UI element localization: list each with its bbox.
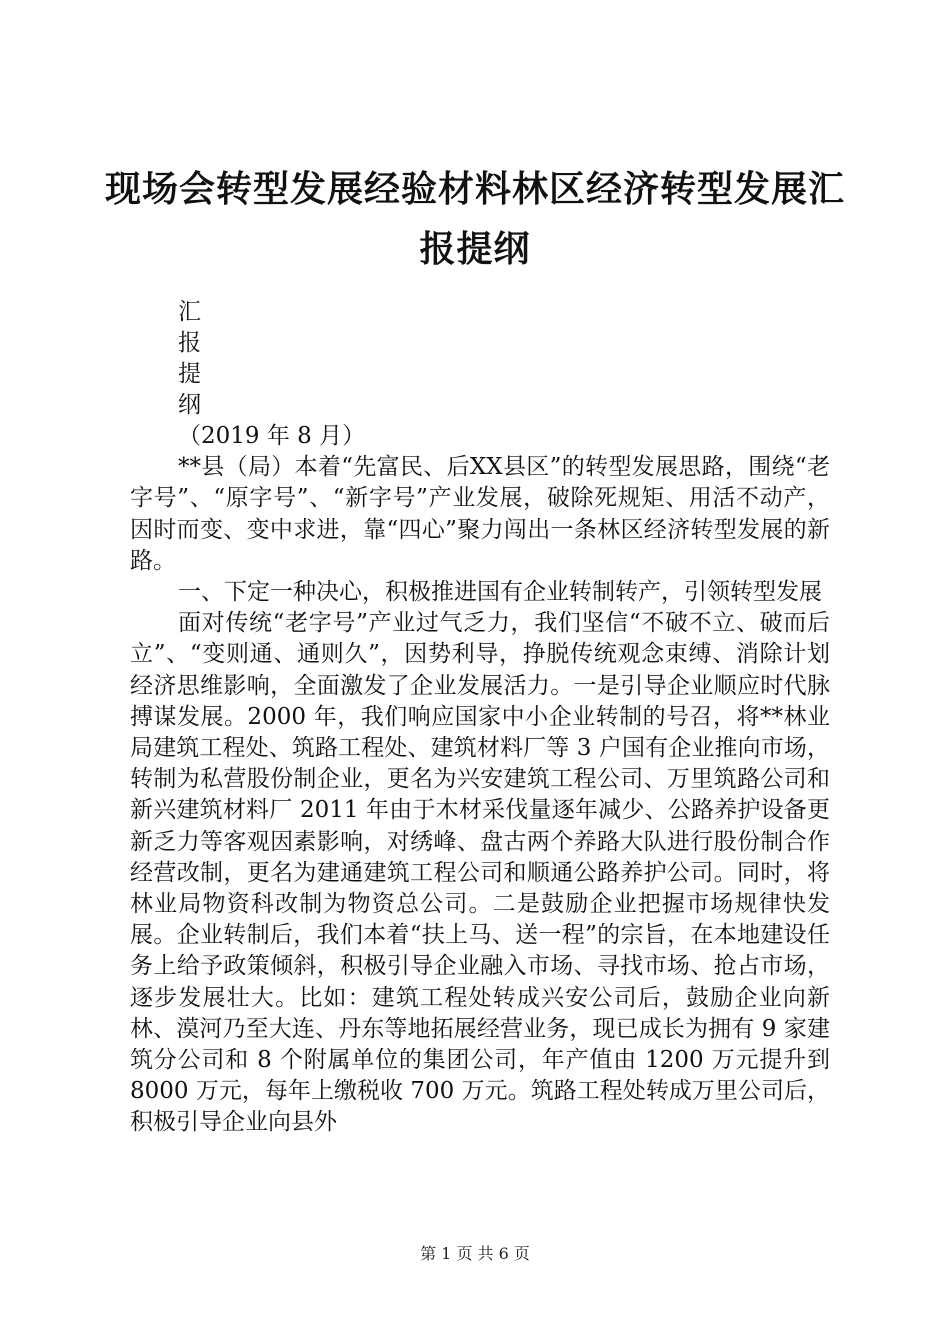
paragraph: **县（局）本着“先富民、后XX县区”的转型发展思路，围绕“老字号”、“原字号”、“新字号”产业发展，破除死规矩、用活不动产，因时而变、变中求进，靠“四心”聚力闯出一条林区经济转型发展的新路。 <box>130 454 830 574</box>
subtitle-char: 纲 <box>178 392 201 418</box>
page-footer: 第 1 页 共 6 页 <box>420 1244 530 1263</box>
document-body <box>130 421 830 1139</box>
document-title: 现场会转型发展经验材料林区经济转型发展汇报提纲 <box>104 169 845 270</box>
subtitle-char: 汇 <box>178 299 201 325</box>
section-heading: 一、下定一种决心，积极推进国有企业转制转产，引领转型发展 <box>178 579 822 606</box>
subtitle-char: 报 <box>178 330 201 356</box>
subtitle-char: 提 <box>178 361 201 387</box>
paragraph: 面对传统“老字号”产业过气乏力，我们坚信“不破不立、破而后立”、“变则通、通则久”，因势利导，挣脱传统观念束缚、消除计划经济思维影响，全面激发了企业发展活力。一是引导企业顺应时代脉搏谋发展。2000 年，我们响应国家中小企业转制的号召，将**林业局建筑工程处、筑路工程处、建筑材料厂等 3 户国有企业推向市场，转制为私营股份制企业，更名为兴安建筑工程公司、万里筑路公司和新兴建筑材料厂 2011 年由于木材采伐量逐年减少、公路养护设备更新乏力等客观因素影响，对绣峰、盘古两个养路大队进行股份制合作经营改制，更名为建通建筑工程公司和顺通公路养护公司。同时，将林业局物资科改制为物资总公司。二是鼓励企业把握市场规律快发展。企业转制后，我们本着“扶上马、送一程”的宗旨，在本地建设任务上给予政策倾斜，积极引导企业融入市场、寻找市场、抢占市场，逐步发展壮大。比如：建筑工程处转成兴安公司后，鼓励企业向新林、漠河乃至大连、丹东等地拓展经营业务，现已成长为拥有 9 家建筑分公司和 8 个附属单位的集团公司，年产值由 1200 万元提升到 8000 万元，每年上缴税收 700 万元。筑路工程处转成万里公司后，积极引导企业向县外 <box>130 610 830 1136</box>
document-date: （2019 年 8 月） <box>178 423 366 449</box>
